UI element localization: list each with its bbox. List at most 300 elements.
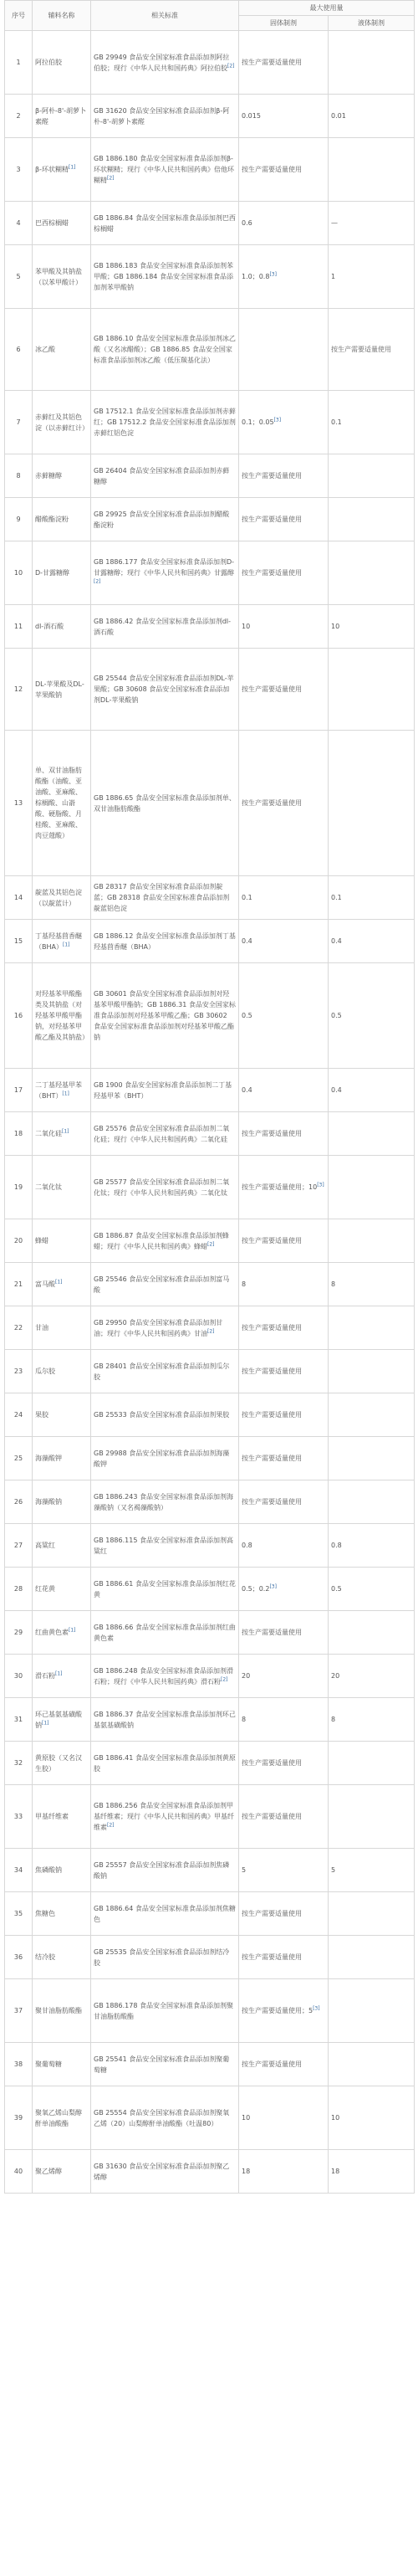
additive-name-text: 果胶 (35, 1411, 48, 1419)
related-standard-text: GB 28401 食品安全国家标准食品添加剂瓜尔胶 (94, 1362, 230, 1381)
additive-name (33, 245, 91, 309)
related-standard-text: GB 31620 食品安全国家标准食品添加剂β-阿朴-8'-胡萝卜素醛 (94, 106, 230, 126)
solid-max-usage (239, 1263, 329, 1306)
solid-max-usage (239, 1936, 329, 1979)
related-standard-text: GB 29988 食品安全国家标准食品添加剂海藻酸钾 (94, 1449, 230, 1468)
header-solid: 固体制剂 (239, 16, 329, 31)
related-standard (91, 1069, 239, 1112)
additive-table (4, 0, 415, 2194)
table-row (5, 202, 415, 245)
solid-max-usage-ref[interactable]: [3] (269, 1583, 277, 1590)
related-standard (91, 309, 239, 391)
table-row (5, 1393, 415, 1437)
liquid-max-usage (329, 202, 415, 245)
solid-max-usage-text: 按生产需要适量使用 (242, 1411, 302, 1419)
related-standard (91, 1480, 239, 1524)
solid-max-usage (239, 95, 329, 138)
related-standard (91, 1936, 239, 1979)
row-number-text: 33 (13, 1813, 23, 1820)
liquid-max-usage (329, 1611, 415, 1655)
row-number (5, 498, 33, 541)
additive-name (33, 605, 91, 649)
additive-name-ref[interactable]: [1] (62, 941, 70, 947)
additive-name-text: 蜂蜡 (35, 1237, 48, 1244)
table-row (5, 1936, 415, 1979)
solid-max-usage (239, 1979, 329, 2043)
header-max-usage: 最大使用量 (239, 1, 415, 16)
row-number-text: 18 (13, 1130, 23, 1137)
row-number (5, 138, 33, 202)
row-number (5, 1785, 33, 1849)
liquid-max-usage-text: 10 (331, 623, 340, 630)
additive-name (33, 649, 91, 731)
related-standard (91, 1979, 239, 2043)
additive-name (33, 1156, 91, 1219)
table-row (5, 1979, 415, 2043)
solid-max-usage-text: 0.1；0.05 (242, 418, 274, 426)
row-number-text: 35 (13, 1910, 23, 1917)
liquid-max-usage (329, 1480, 415, 1524)
row-number (5, 1263, 33, 1306)
solid-max-usage-text: 按生产需要适量使用 (242, 1759, 302, 1767)
header-standard: 相关标准 (91, 1, 239, 31)
related-standard-text: GB 1886.87 食品安全国家标准食品添加剂蜂蜡；现行《中华人民共和国药典》蜂蜡 (94, 1231, 229, 1250)
table-row (5, 2043, 415, 2086)
additive-name (33, 31, 91, 95)
row-number (5, 1568, 33, 1611)
row-number (5, 1350, 33, 1393)
row-number-text: 19 (13, 1183, 23, 1191)
related-standard-text: GB 1886.115 食品安全国家标准食品添加剂高粱红 (94, 1536, 233, 1555)
additive-name-ref[interactable]: [1] (69, 164, 76, 171)
table-row (5, 1892, 415, 1936)
row-number-text: 39 (13, 2114, 23, 2122)
solid-max-usage-text: 按生产需要适量使用；5 (242, 2007, 314, 2014)
liquid-max-usage-text: 10 (331, 2114, 340, 2122)
additive-name-text: 巴西棕榈蜡 (35, 219, 69, 227)
additive-name (33, 1263, 91, 1306)
related-standard (91, 95, 239, 138)
liquid-max-usage (329, 1524, 415, 1568)
additive-name (33, 1437, 91, 1480)
solid-max-usage-text: 按生产需要适量使用 (242, 1237, 302, 1244)
related-standard (91, 1742, 239, 1785)
table-row (5, 920, 415, 963)
additive-name-text: 单、双甘油脂肪酸酯（油酸、亚油酸、亚麻酸、棕榈酸、山嵛酸、硬脂酸、月桂酸、亚麻酸、肉豆蔻酸） (35, 767, 82, 839)
solid-max-usage (239, 541, 329, 605)
related-standard-text: GB 25546 食品安全国家标准食品添加剂富马酸 (94, 1275, 230, 1294)
table-row (5, 1524, 415, 1568)
row-number (5, 31, 33, 95)
liquid-max-usage (329, 1568, 415, 1611)
related-standard (91, 138, 239, 202)
row-number-text: 8 (16, 472, 21, 480)
liquid-max-usage-text: 0.5 (331, 1585, 342, 1593)
solid-max-usage-ref[interactable]: [3] (313, 2005, 320, 2012)
related-standard (91, 1437, 239, 1480)
row-number-text: 26 (13, 1498, 23, 1506)
related-standard (91, 1306, 239, 1350)
related-standard (91, 1350, 239, 1393)
row-number (5, 2086, 33, 2150)
row-number (5, 202, 33, 245)
additive-name-text: 二氧化硅 (35, 1130, 62, 1137)
related-standard (91, 876, 239, 920)
additive-name (33, 1742, 91, 1785)
additive-name-text: 黄原胶（又名汉生胶） (35, 1753, 82, 1773)
additive-name (33, 1892, 91, 1936)
table-row (5, 1742, 415, 1785)
additive-name-text: β-环状糊精 (35, 166, 69, 173)
related-standard-ref[interactable]: [2] (107, 1822, 115, 1829)
additive-name-text: 冰乙酸 (35, 346, 55, 353)
row-number-text: 29 (13, 1629, 23, 1636)
row-number-text: 28 (13, 1585, 23, 1593)
row-number-text: 23 (13, 1368, 23, 1375)
solid-max-usage-text: 1.0；0.8 (242, 273, 270, 280)
solid-max-usage (239, 391, 329, 454)
additive-name-text: 焦糖色 (35, 1910, 55, 1917)
solid-max-usage-text: 按生产需要适量使用 (242, 166, 302, 173)
table-row (5, 1306, 415, 1350)
related-standard-ref[interactable]: [2] (107, 175, 115, 182)
additive-name-text: 聚乙烯醇 (35, 2168, 62, 2175)
additive-name (33, 2043, 91, 2086)
row-number (5, 1219, 33, 1263)
solid-max-usage (239, 1350, 329, 1393)
table-row (5, 605, 415, 649)
related-standard (91, 1655, 239, 1698)
liquid-max-usage (329, 1892, 415, 1936)
row-number (5, 2043, 33, 2086)
additive-name (33, 1069, 91, 1112)
related-standard (91, 1393, 239, 1437)
related-standard-text: GB 1886.65 食品安全国家标准食品添加剂单、双甘油脂肪酸酯 (94, 793, 236, 813)
related-standard-text: GB 29925 食品安全国家标准食品添加剂醋酸酯淀粉 (94, 510, 230, 529)
additive-name (33, 731, 91, 876)
additive-name (33, 1112, 91, 1156)
related-standard (91, 1156, 239, 1219)
related-standard-text: GB 1886.41 食品安全国家标准食品添加剂黄原胶 (94, 1753, 236, 1773)
solid-max-usage-text: 按生产需要适量使用 (242, 1910, 302, 1917)
liquid-max-usage-text: 8 (331, 1716, 336, 1723)
related-standard-text: GB 25576 食品安全国家标准食品添加剂二氧化硅；现行《中华人民共和国药典》二氧化硅 (94, 1124, 230, 1143)
additive-name-text: 红花黄 (35, 1585, 55, 1593)
row-number-text: 32 (13, 1759, 23, 1767)
solid-max-usage-text: 按生产需要适量使用 (242, 569, 302, 577)
table-row (5, 1568, 415, 1611)
solid-max-usage-text: 按生产需要适量使用 (242, 1498, 302, 1506)
additive-name (33, 1524, 91, 1568)
solid-max-usage (239, 1069, 329, 1112)
row-number-text: 2 (16, 112, 21, 120)
row-number (5, 95, 33, 138)
additive-name (33, 1350, 91, 1393)
solid-max-usage (239, 245, 329, 309)
table-row (5, 95, 415, 138)
table-row (5, 1611, 415, 1655)
related-standard-text: GB 28317 食品安全国家标准食品添加剂靛蓝；GB 28318 食品安全国家标准食品添加剂靛蓝铝色淀 (94, 883, 230, 912)
row-number-text: 30 (13, 1672, 23, 1680)
solid-max-usage-text: 0.4 (242, 1086, 252, 1094)
liquid-max-usage (329, 1350, 415, 1393)
solid-max-usage-text: 按生产需要适量使用 (242, 1455, 302, 1462)
solid-max-usage (239, 1393, 329, 1437)
liquid-max-usage-text: 按生产需要适量使用 (331, 346, 391, 353)
solid-max-usage-text: 10 (242, 2114, 251, 2122)
related-standard (91, 2150, 239, 2194)
additive-name-text: 甘油 (35, 1324, 48, 1332)
additive-name (33, 1306, 91, 1350)
liquid-max-usage-text: 18 (331, 2168, 340, 2175)
solid-max-usage-text: 按生产需要适量使用 (242, 1324, 302, 1332)
liquid-max-usage (329, 1698, 415, 1742)
solid-max-usage-text: 按生产需要适量使用 (242, 1629, 302, 1636)
header-liquid: 液体制剂 (329, 16, 415, 31)
additive-name (33, 1655, 91, 1698)
row-number-text: 15 (13, 937, 23, 945)
related-standard (91, 1568, 239, 1611)
additive-name-text: 甲基纤维素 (35, 1813, 69, 1820)
solid-max-usage (239, 309, 329, 391)
related-standard-ref[interactable]: [2] (221, 1675, 228, 1682)
row-number (5, 2150, 33, 2194)
additive-name (33, 1936, 91, 1979)
related-standard-text: GB 1886.37 食品安全国家标准食品添加剂环己基氨基磺酸钠 (94, 1710, 236, 1729)
row-number (5, 731, 33, 876)
solid-max-usage-ref[interactable]: [3] (269, 271, 277, 278)
row-number-text: 5 (16, 273, 21, 280)
row-number-text: 37 (13, 2007, 23, 2014)
table-row (5, 1480, 415, 1524)
additive-name (33, 876, 91, 920)
solid-max-usage (239, 605, 329, 649)
liquid-max-usage (329, 95, 415, 138)
solid-max-usage-text: 8 (242, 1280, 247, 1288)
row-number (5, 920, 33, 963)
related-standard (91, 454, 239, 498)
row-number (5, 1655, 33, 1698)
row-number-text: 21 (13, 1280, 23, 1288)
related-standard (91, 1698, 239, 1742)
row-number (5, 245, 33, 309)
additive-name (33, 1393, 91, 1437)
solid-max-usage (239, 1156, 329, 1219)
additive-name (33, 138, 91, 202)
solid-max-usage (239, 2043, 329, 2086)
additive-name (33, 309, 91, 391)
row-number (5, 1698, 33, 1742)
additive-name-text: 聚葡萄糖 (35, 2060, 62, 2068)
solid-max-usage (239, 1306, 329, 1350)
related-standard-text: GB 1886.178 食品安全国家标准食品添加剂聚甘油脂肪酸酯 (94, 2001, 233, 2020)
solid-max-usage-text: 按生产需要适量使用 (242, 1130, 302, 1137)
row-number-text: 11 (13, 623, 23, 630)
related-standard-text: GB 1886.42 食品安全国家标准食品添加剂dl-酒石酸 (94, 617, 232, 636)
additive-name (33, 95, 91, 138)
liquid-max-usage (329, 649, 415, 731)
solid-max-usage (239, 1849, 329, 1892)
liquid-max-usage (329, 1306, 415, 1350)
related-standard-text: GB 26404 食品安全国家标准食品添加剂赤藓糖醇 (94, 466, 230, 485)
additive-name-text: dl-酒石酸 (35, 623, 64, 630)
additive-name (33, 391, 91, 454)
liquid-max-usage (329, 2043, 415, 2086)
row-number (5, 309, 33, 391)
row-number-text: 25 (13, 1455, 23, 1462)
additive-name-text: 靛蓝及其铝色淀（以靛蓝计） (35, 888, 82, 907)
liquid-max-usage-text: — (331, 219, 338, 227)
additive-name (33, 1480, 91, 1524)
additive-table-container (4, 0, 414, 2194)
related-standard-text: GB 25535 食品安全国家标准食品添加剂结冷胶 (94, 1947, 230, 1967)
related-standard-text: GB 29949 食品安全国家标准食品添加剂阿拉伯胶；现行《中华人民共和国药典》阿拉伯胶 (94, 53, 230, 72)
row-number-text: 31 (13, 1716, 23, 1723)
additive-name-text: 苯甲酸及其钠盐（以苯甲酸计） (35, 267, 82, 286)
row-number (5, 1069, 33, 1112)
solid-max-usage (239, 1611, 329, 1655)
liquid-max-usage (329, 1437, 415, 1480)
liquid-max-usage (329, 498, 415, 541)
solid-max-usage-ref[interactable]: [3] (317, 1182, 324, 1188)
additive-name-ref[interactable]: [1] (42, 1719, 49, 1726)
related-standard (91, 731, 239, 876)
additive-name-text: 环己基氨基磺酸钠 (35, 1710, 82, 1729)
table-row (5, 541, 415, 605)
related-standard-text: GB 17512.1 食品安全国家标准食品添加剂赤藓红；GB 17512.2 食品安全国家标准食品添加剂赤藓红铝色淀 (94, 408, 236, 437)
related-standard-text: GB 1886.12 食品安全国家标准食品添加剂丁基羟基茴香醚（BHA） (94, 931, 236, 951)
row-number-text: 27 (13, 1542, 23, 1549)
solid-max-usage (239, 1524, 329, 1568)
row-number (5, 1112, 33, 1156)
solid-max-usage-ref[interactable]: [3] (273, 417, 282, 423)
additive-name-ref[interactable]: [1] (55, 1670, 63, 1677)
additive-name-ref[interactable]: [1] (69, 1627, 76, 1634)
additive-name-text: 海藻酸钾 (35, 1455, 62, 1462)
solid-max-usage (239, 1742, 329, 1785)
additive-name (33, 1611, 91, 1655)
related-standard-text: GB 25577 食品安全国家标准食品添加剂二氧化钛；现行《中华人民共和国药典》二氧化钛 (94, 1178, 230, 1197)
related-standard (91, 1892, 239, 1936)
additive-name (33, 2150, 91, 2194)
additive-name (33, 1849, 91, 1892)
table-row (5, 31, 415, 95)
row-number (5, 649, 33, 731)
liquid-max-usage (329, 1156, 415, 1219)
additive-name-ref[interactable]: [1] (62, 1090, 69, 1096)
table-row (5, 1156, 415, 1219)
related-standard (91, 1849, 239, 1892)
additive-name-text: DL-苹果酸及DL-苹果酸钠 (35, 680, 84, 699)
table-row (5, 963, 415, 1069)
additive-name (33, 1698, 91, 1742)
solid-max-usage (239, 138, 329, 202)
related-standard-ref[interactable]: [2] (227, 62, 235, 69)
related-standard (91, 391, 239, 454)
additive-name-text: 高粱红 (35, 1542, 55, 1549)
row-number (5, 454, 33, 498)
row-number (5, 963, 33, 1069)
row-number (5, 1742, 33, 1785)
additive-name-ref[interactable]: [1] (62, 1128, 69, 1135)
table-row (5, 1785, 415, 1849)
solid-max-usage (239, 1785, 329, 1849)
liquid-max-usage-text: 0.4 (331, 937, 342, 945)
liquid-max-usage-text: 0.5 (331, 1012, 342, 1019)
solid-max-usage-text: 10 (242, 623, 251, 630)
additive-name-text: 红曲黄色素 (35, 1629, 69, 1636)
solid-max-usage (239, 876, 329, 920)
related-standard-text: GB 1886.180 食品安全国家标准食品添加剂β-环状糊精；现行《中华人民共和国药典》倍他环糊精 (94, 155, 234, 184)
liquid-max-usage-text: 0.01 (331, 112, 346, 120)
row-number-text: 16 (13, 1012, 23, 1019)
row-number (5, 1393, 33, 1437)
solid-max-usage-text: 20 (242, 1672, 251, 1680)
table-row (5, 309, 415, 391)
related-standard-text: GB 25557 食品安全国家标准食品添加剂焦磷酸钠 (94, 1860, 230, 1880)
liquid-max-usage-text: 0.1 (331, 894, 342, 901)
related-standard (91, 541, 239, 605)
solid-max-usage (239, 1112, 329, 1156)
table-row (5, 649, 415, 731)
row-number (5, 391, 33, 454)
related-standard (91, 605, 239, 649)
row-number (5, 876, 33, 920)
solid-max-usage (239, 454, 329, 498)
related-standard-ref[interactable]: [2] (207, 1240, 215, 1247)
solid-max-usage-text: 0.5；0.2 (242, 1585, 270, 1593)
row-number-text: 24 (13, 1411, 23, 1419)
row-number (5, 1611, 33, 1655)
additive-name-text: 阿拉伯胶 (35, 59, 62, 66)
related-standard-text: GB 25533 食品安全国家标准食品添加剂果胶 (94, 1411, 230, 1419)
solid-max-usage-text: 0.6 (242, 219, 252, 227)
solid-max-usage (239, 202, 329, 245)
table-row (5, 1069, 415, 1112)
solid-max-usage (239, 2086, 329, 2150)
table-row (5, 1112, 415, 1156)
additive-name-ref[interactable]: [1] (55, 1279, 63, 1285)
solid-max-usage-text: 按生产需要适量使用 (242, 516, 302, 523)
liquid-max-usage (329, 731, 415, 876)
additive-name-text: 赤藓红及其铝色淀（以赤藓红计） (35, 413, 89, 432)
liquid-max-usage-text: 0.4 (331, 1086, 342, 1094)
solid-max-usage (239, 1655, 329, 1698)
table-row (5, 1437, 415, 1480)
additive-name-text: 赤藓糖醇 (35, 472, 62, 480)
related-standard-ref[interactable]: [2] (94, 578, 101, 585)
table-row (5, 731, 415, 876)
row-number (5, 541, 33, 605)
solid-max-usage-text: 按生产需要适量使用 (242, 799, 302, 807)
liquid-max-usage (329, 963, 415, 1069)
table-row (5, 454, 415, 498)
solid-max-usage-text: 18 (242, 2168, 251, 2175)
additive-name (33, 963, 91, 1069)
liquid-max-usage-text: 0.1 (331, 418, 342, 426)
solid-max-usage (239, 731, 329, 876)
row-number (5, 1524, 33, 1568)
liquid-max-usage-text: 8 (331, 1280, 336, 1288)
table-row (5, 245, 415, 309)
solid-max-usage (239, 498, 329, 541)
table-row (5, 2086, 415, 2150)
solid-max-usage (239, 1480, 329, 1524)
liquid-max-usage (329, 1112, 415, 1156)
related-standard-ref[interactable]: [2] (207, 1327, 215, 1334)
header-no: 序号 (5, 1, 33, 31)
solid-max-usage (239, 920, 329, 963)
